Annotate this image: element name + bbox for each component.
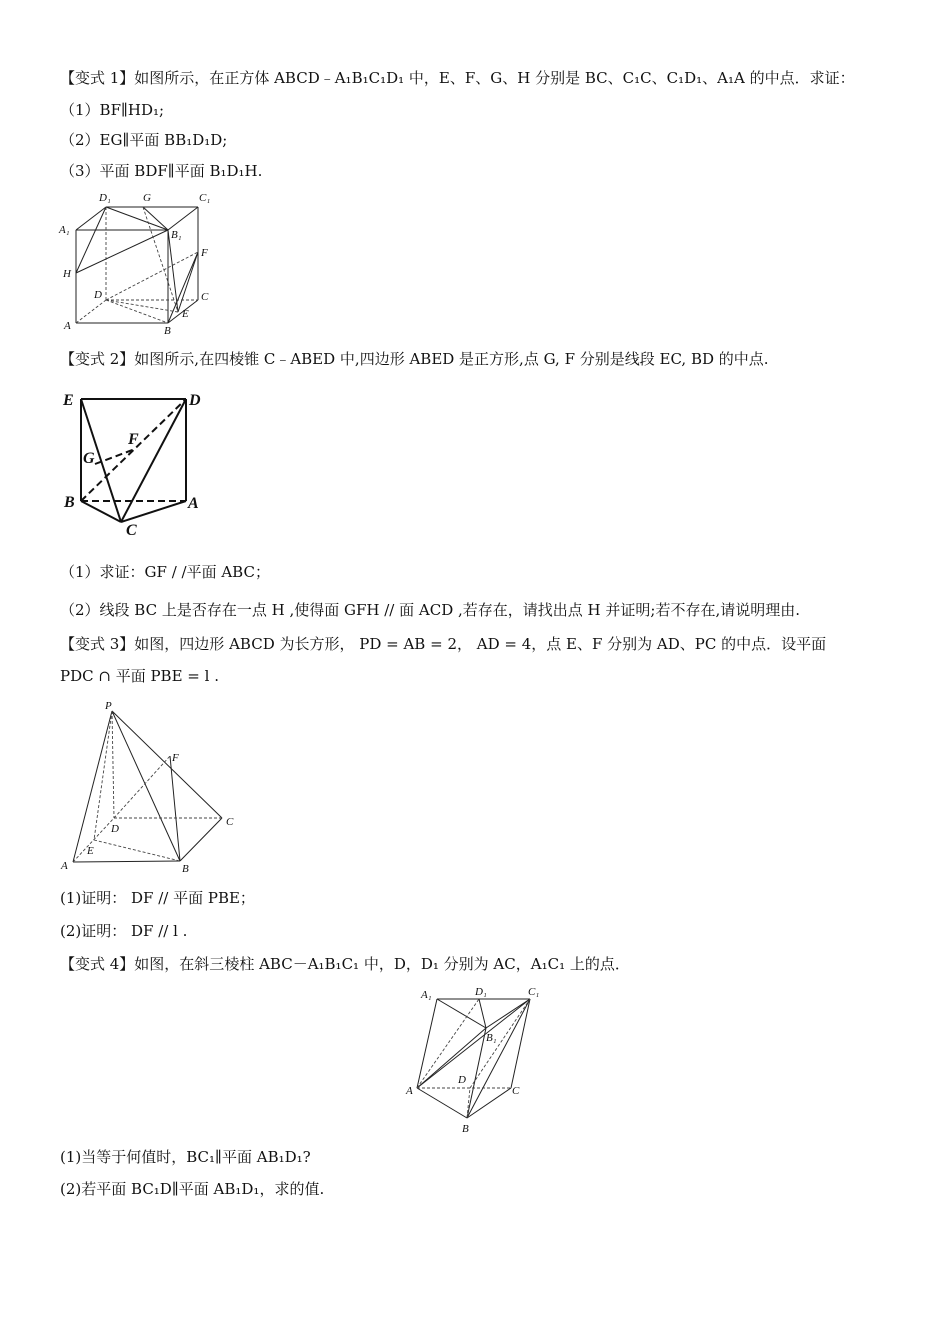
- prism-label-D: D: [458, 1074, 466, 1086]
- cube-figure: [58, 190, 228, 338]
- quad-pyramid-figure: [58, 695, 248, 875]
- variant4-title: 【变式 4】如图，在斜三棱柱 ABC－A₁B₁C₁ 中，D，D₁ 分别为 AC，A₁C₁ 上的点．: [60, 955, 630, 973]
- cube-label-A: A: [64, 320, 71, 332]
- prism-label-D1: D₁: [475, 986, 487, 998]
- pyramid-label-B: B: [64, 494, 75, 511]
- prism-label-C: C: [512, 1085, 520, 1097]
- cube-label-C1: C₁: [199, 192, 211, 204]
- variant1-title: 【变式 1】如图所示，在正方体 ABCD﹣A₁B₁C₁D₁ 中，E、F、G、H 分别是 BC、C₁C、C₁D₁、A₁A 的中点．求证：: [60, 69, 855, 87]
- cube-label-D: D: [94, 289, 102, 301]
- prism-label-B: B: [462, 1123, 469, 1135]
- prism-label-A: A: [406, 1085, 413, 1097]
- cube-label-E: E: [182, 308, 189, 320]
- variant4-question-1: (1)当等于何值时，BC₁∥平面 AB₁D₁?: [60, 1148, 311, 1166]
- prism-figure: [404, 981, 554, 1141]
- quad-label-A: A: [61, 860, 68, 872]
- variant3-question-1: (1)证明： DF // 平面 PBE；: [60, 889, 255, 907]
- pyramid-label-E: E: [63, 392, 74, 409]
- cube-label-H: H: [63, 268, 71, 280]
- pyramid-label-C: C: [126, 522, 137, 539]
- cube-label-C: C: [201, 291, 209, 303]
- variant3-title-line2: PDC ∩ 平面 PBE = l .: [60, 667, 219, 685]
- prism-label-A1: A₁: [421, 989, 432, 1001]
- quad-label-D: D: [111, 823, 119, 835]
- quad-label-P: P: [105, 700, 112, 712]
- variant4-question-2: (2)若平面 BC₁D∥平面 AB₁D₁，求的值.: [60, 1180, 325, 1198]
- cube-label-B1: B₁: [171, 229, 182, 241]
- pyramid-label-G: G: [83, 450, 95, 467]
- pyramid-figure: [60, 388, 220, 540]
- variant1-question-3: （3）平面 BDF∥平面 B₁D₁H.: [60, 162, 263, 180]
- quad-label-E: E: [87, 845, 94, 857]
- variant3-title: 【变式 3】如图，四边形 ABCD 为长方形， PD = AB = 2， AD = 4，点 E、F 分别为 AD、PC 的中点．设平面: [60, 635, 827, 653]
- quad-label-C: C: [226, 816, 234, 828]
- variant2-title: 【变式 2】如图所示,在四棱锥 C﹣ABED 中,四边形 ABED 是正方形,点 G, F 分别是线段 EC, BD 的中点.: [60, 350, 769, 368]
- cube-label-D1: D₁: [99, 192, 111, 204]
- variant1-question-2: （2）EG∥平面 BB₁D₁D;: [60, 131, 228, 149]
- prism-label-B1: B₁: [486, 1032, 497, 1044]
- cube-label-F: F: [201, 247, 208, 259]
- pyramid-label-F: F: [128, 431, 139, 448]
- pyramid-label-A: A: [188, 495, 199, 512]
- variant2-question-1: （1）求证：GF / /平面 ABC；: [60, 563, 270, 581]
- cube-label-B: B: [164, 325, 171, 337]
- cube-label-A1: A₁: [59, 224, 70, 236]
- variant2-question-2: （2）线段 BC 上是否存在一点 H ,使得面 GFH // 面 ACD ,若存在，请找出点 H 并证明;若不存在,请说明理由.: [60, 601, 800, 619]
- variant1-question-1: （1）BF∥HD₁;: [60, 101, 165, 119]
- cube-label-G: G: [143, 192, 151, 204]
- quad-label-F: F: [172, 752, 179, 764]
- pyramid-label-D: D: [189, 392, 201, 409]
- quad-label-B: B: [182, 863, 189, 875]
- prism-label-C1: C₁: [528, 986, 540, 998]
- variant3-question-2: (2)证明： DF // l .: [60, 922, 188, 940]
